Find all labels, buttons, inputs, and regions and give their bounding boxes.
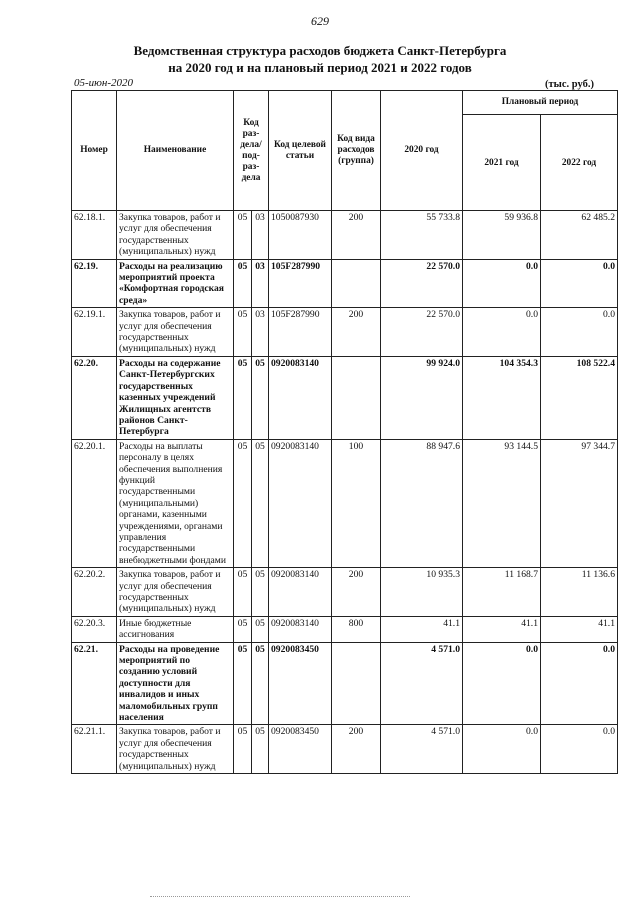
page-number: 629 xyxy=(311,14,329,28)
row-target-code: 0920083450 xyxy=(269,642,332,725)
row-section: 05 xyxy=(234,725,252,774)
row-amount-2022: 0.0 xyxy=(541,725,618,774)
row-name: Закупка товаров, работ и услуг для обеспечения государственных (муниципальных) нужд xyxy=(117,211,234,260)
row-section: 05 xyxy=(234,259,252,308)
table-row xyxy=(72,568,618,617)
table-row xyxy=(72,642,618,725)
row-amount-2022: 11 136.6 xyxy=(541,568,618,617)
row-section: 05 xyxy=(234,211,252,260)
row-amount-2021: 0.0 xyxy=(463,642,541,725)
row-amount-2021: 0.0 xyxy=(463,308,541,357)
table-row xyxy=(72,211,618,260)
row-number: 62.19. xyxy=(72,259,117,308)
table-body xyxy=(72,211,618,774)
header-expense-type: Код вида расходов (группа) xyxy=(332,91,381,211)
row-section: 05 xyxy=(234,642,252,725)
document-date: 05-июн-2020 xyxy=(74,77,134,89)
row-name: Закупка товаров, работ и услуг для обеспечения государственных (муниципальных) нужд xyxy=(117,568,234,617)
row-name: Расходы на содержание Санкт-Петербургских государственных казенных учреждений Жилищных агентств районов Санкт-Петербурга xyxy=(117,356,234,439)
row-subsection: 03 xyxy=(252,308,269,357)
row-section: 05 xyxy=(234,356,252,439)
table-row xyxy=(72,439,618,567)
table-row xyxy=(72,725,618,774)
row-amount-2020: 99 924.0 xyxy=(381,356,463,439)
header-section: Код раз-дела/ под-раз-дела xyxy=(234,91,269,211)
row-amount-2022: 41.1 xyxy=(541,616,618,642)
header-number: Номер xyxy=(72,91,117,211)
row-section: 05 xyxy=(234,616,252,642)
row-expense-type xyxy=(332,356,381,439)
header-2020: 2020 год xyxy=(381,91,463,211)
row-amount-2022: 0.0 xyxy=(541,259,618,308)
header-name: Наименование xyxy=(117,91,234,211)
row-section: 05 xyxy=(234,568,252,617)
row-subsection: 03 xyxy=(252,211,269,260)
row-number: 62.20.1. xyxy=(72,439,117,567)
row-amount-2020: 88 947.6 xyxy=(381,439,463,567)
row-subsection: 05 xyxy=(252,356,269,439)
row-number: 62.20.2. xyxy=(72,568,117,617)
row-target-code: 105F287990 xyxy=(269,259,332,308)
row-section: 05 xyxy=(234,308,252,357)
row-subsection: 05 xyxy=(252,725,269,774)
row-subsection: 03 xyxy=(252,259,269,308)
row-expense-type: 200 xyxy=(332,211,381,260)
row-amount-2020: 22 570.0 xyxy=(381,308,463,357)
table-row xyxy=(72,616,618,642)
header-planned-period: Плановый период xyxy=(463,91,618,115)
budget-table xyxy=(71,90,618,774)
row-target-code: 0920083140 xyxy=(269,568,332,617)
row-subsection: 05 xyxy=(252,642,269,725)
title-line-1: Ведомственная структура расходов бюджета Санкт-Петербурга xyxy=(133,43,507,58)
row-target-code: 0920083450 xyxy=(269,725,332,774)
footer-divider xyxy=(150,896,410,898)
row-expense-type xyxy=(332,642,381,725)
row-name: Расходы на проведение мероприятий по созданию условий доступности для инвалидов и иных маломобильных групп населения xyxy=(117,642,234,725)
row-name: Расходы на выплаты персоналу в целях обеспечения выполнения функций государственными (муниципальными) органами, казенными учреждениями, органами управления государственными внебюджетными фондами xyxy=(117,439,234,567)
row-amount-2021: 59 936.8 xyxy=(463,211,541,260)
header-2021: 2021 год xyxy=(463,115,541,211)
row-amount-2022: 0.0 xyxy=(541,308,618,357)
row-target-code: 0920083140 xyxy=(269,356,332,439)
document-title xyxy=(0,42,640,76)
row-name: Закупка товаров, работ и услуг для обеспечения государственных (муниципальных) нужд xyxy=(117,725,234,774)
header-target: Код целевой статьи xyxy=(269,91,332,211)
row-section: 05 xyxy=(234,439,252,567)
row-amount-2020: 4 571.0 xyxy=(381,642,463,725)
row-name: Расходы на реализацию мероприятий проекта «Комфортная городская среда» xyxy=(117,259,234,308)
row-amount-2020: 10 935.3 xyxy=(381,568,463,617)
row-amount-2022: 97 344.7 xyxy=(541,439,618,567)
row-amount-2020: 4 571.0 xyxy=(381,725,463,774)
row-number: 62.20. xyxy=(72,356,117,439)
row-amount-2020: 55 733.8 xyxy=(381,211,463,260)
row-target-code: 0920083140 xyxy=(269,439,332,567)
row-expense-type: 100 xyxy=(332,439,381,567)
row-amount-2021: 0.0 xyxy=(463,725,541,774)
row-subsection: 05 xyxy=(252,568,269,617)
row-expense-type: 800 xyxy=(332,616,381,642)
row-subsection: 05 xyxy=(252,616,269,642)
row-number: 62.21.1. xyxy=(72,725,117,774)
row-amount-2021: 11 168.7 xyxy=(463,568,541,617)
row-amount-2022: 0.0 xyxy=(541,642,618,725)
row-amount-2021: 41.1 xyxy=(463,616,541,642)
table-row xyxy=(72,259,618,308)
row-amount-2021: 0.0 xyxy=(463,259,541,308)
row-expense-type: 200 xyxy=(332,568,381,617)
row-amount-2021: 93 144.5 xyxy=(463,439,541,567)
row-subsection: 05 xyxy=(252,439,269,567)
row-number: 62.19.1. xyxy=(72,308,117,357)
row-amount-2022: 108 522.4 xyxy=(541,356,618,439)
row-number: 62.20.3. xyxy=(72,616,117,642)
row-target-code: 1050087930 xyxy=(269,211,332,260)
row-number: 62.21. xyxy=(72,642,117,725)
header-2022: 2022 год xyxy=(541,115,618,211)
row-expense-type xyxy=(332,259,381,308)
row-amount-2020: 41.1 xyxy=(381,616,463,642)
row-name: Иные бюджетные ассигнования xyxy=(117,616,234,642)
row-amount-2021: 104 354.3 xyxy=(463,356,541,439)
row-number: 62.18.1. xyxy=(72,211,117,260)
table-row xyxy=(72,308,618,357)
row-expense-type: 200 xyxy=(332,308,381,357)
row-expense-type: 200 xyxy=(332,725,381,774)
row-target-code: 0920083140 xyxy=(269,616,332,642)
table-row xyxy=(72,356,618,439)
row-name: Закупка товаров, работ и услуг для обеспечения государственных (муниципальных) нужд xyxy=(117,308,234,357)
row-target-code: 105F287990 xyxy=(269,308,332,357)
row-amount-2020: 22 570.0 xyxy=(381,259,463,308)
row-amount-2022: 62 485.2 xyxy=(541,211,618,260)
title-line-2: на 2020 год и на плановый период 2021 и 2022 годов xyxy=(168,60,472,75)
units-label: (тыс. руб.) xyxy=(545,79,594,90)
